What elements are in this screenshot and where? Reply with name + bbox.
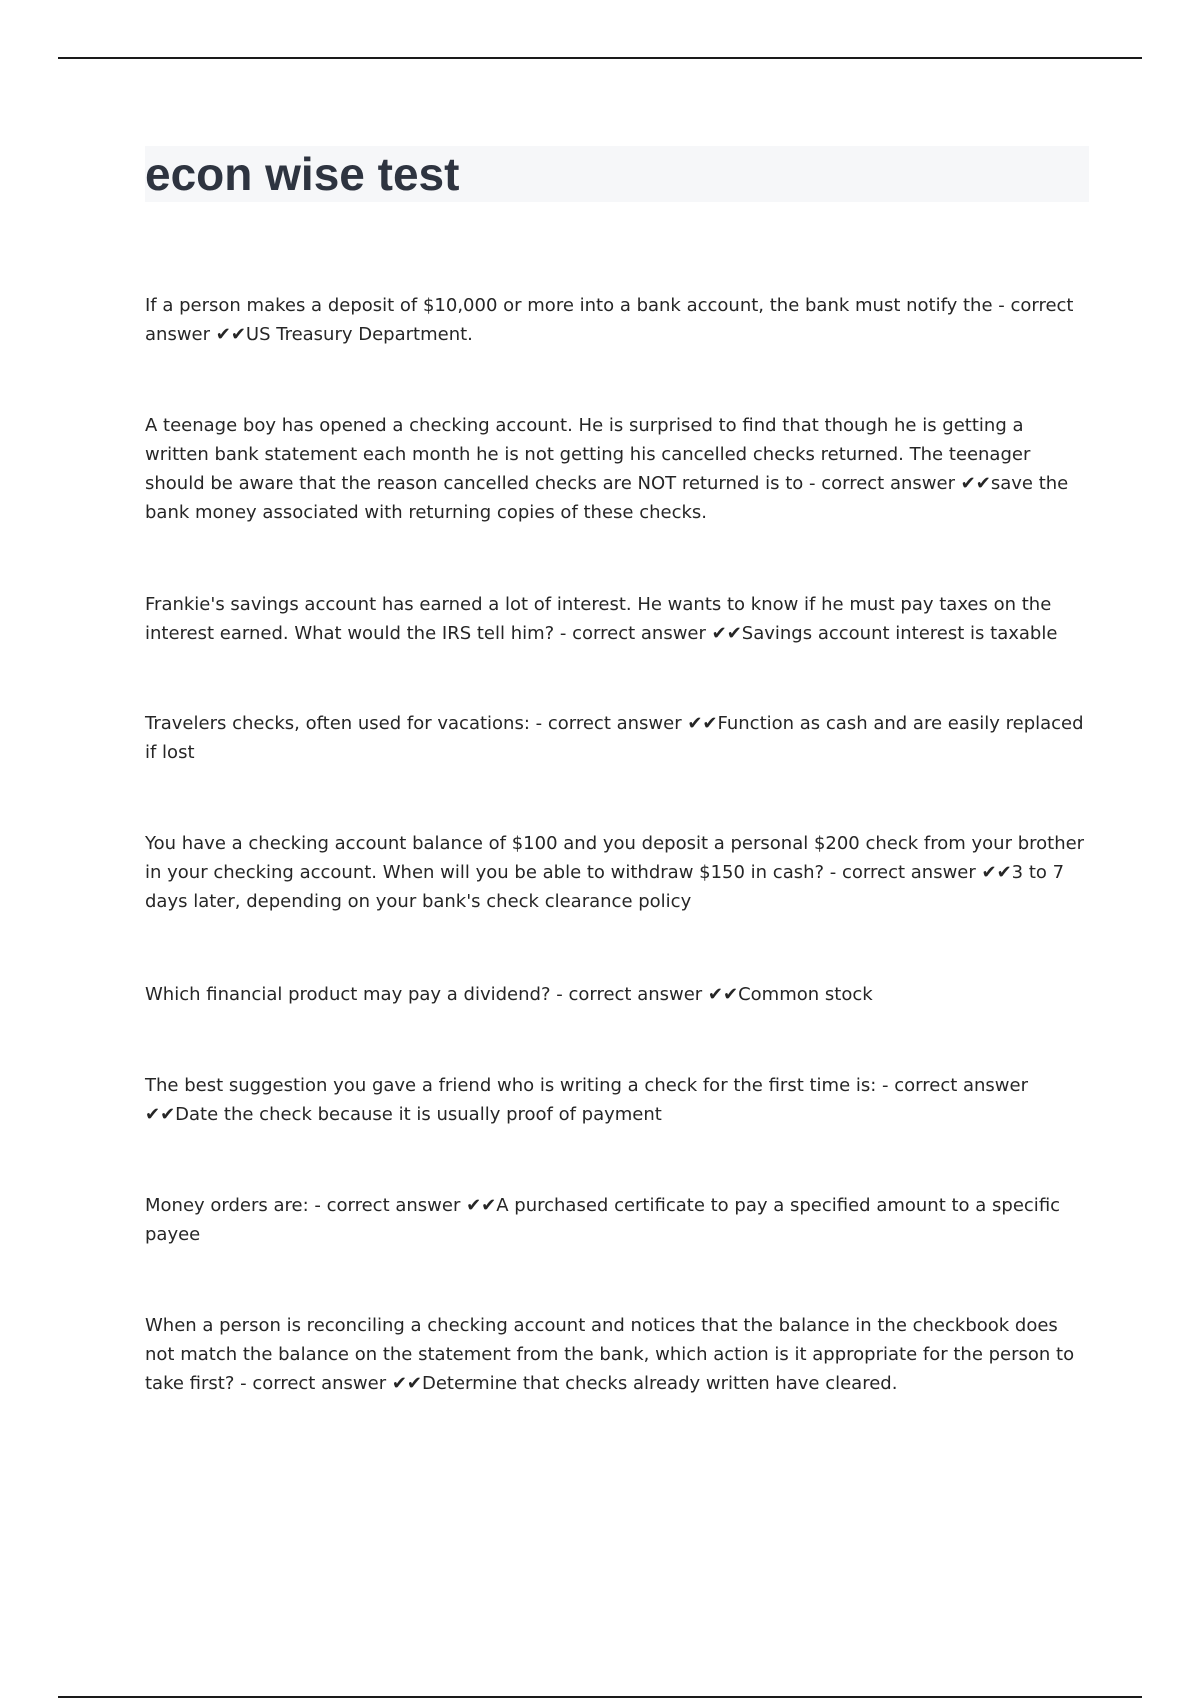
bottom-rule [58, 1696, 1142, 1698]
top-rule [58, 57, 1142, 59]
qa-item-1: If a person makes a deposit of $10,000 or more into a bank account, the bank must notify the - correct answer ✔✔US Treasury Department. [145, 295, 1074, 345]
qa-item-5: You have a checking account balance of $100 and you deposit a personal $200 check from your brother in your checking account. When will you be able to withdraw $150 in cash? - correct answer ✔✔3 to 7 days later, depending on your bank's check clearance policy [145, 833, 1085, 912]
qa-item-3: Frankie's savings account has earned a lot of interest. He wants to know if he must pay taxes on the interest earned. What would the IRS tell him? - correct answer ✔✔Savings account interest is taxable [145, 594, 1058, 644]
qa-item-9: When a person is reconciling a checking account and notices that the balance in the checkbook does not match the balance on the statement from the bank, which action is it appropriate for the person to take first? - correct answer ✔✔Determine that checks already written have cleared. [145, 1315, 1075, 1394]
page-title: econ wise test [145, 148, 460, 200]
qa-item-4: Travelers checks, often used for vacations: - correct answer ✔✔Function as cash and are easily replaced if lost [145, 713, 1084, 763]
qa-item-6: Which financial product may pay a dividend? - correct answer ✔✔Common stock [145, 984, 873, 1005]
qa-item-8: Money orders are: - correct answer ✔✔A purchased certificate to pay a specified amount to a specific payee [145, 1195, 1061, 1245]
qa-item-2: A teenage boy has opened a checking account. He is surprised to find that though he is getting a written bank statement each month he is not getting his cancelled checks returned. The teenager should be aware that the reason cancelled checks are NOT returned is to - correct answer ✔✔save the bank money associated with returning copies of these checks. [145, 415, 1069, 523]
title-box [145, 146, 1089, 202]
qa-item-7: The best suggestion you gave a friend who is writing a check for the first time is: - correct answer ✔✔Date the check because it is usually proof of payment [145, 1075, 1029, 1125]
